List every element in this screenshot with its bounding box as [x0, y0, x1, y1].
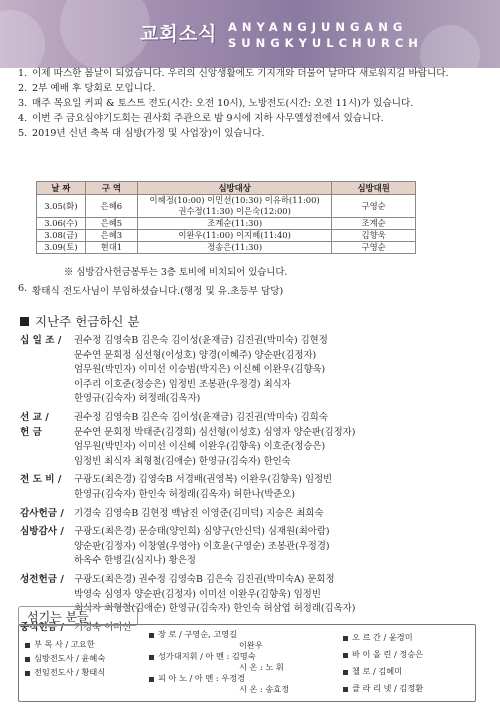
servers-heading: 섬기는 분들	[18, 606, 138, 626]
offering-category: 전 도 비 / 구광도(최은경) 김영숙B 서경배(권영복) 이완우(김향욱) 임정빈 한영규(김숙자) 한인숙 허정래(김옥자) 허한나(박준오)	[20, 474, 333, 500]
offering-category: 감사헌금 / 기경숙 김영숙B 김현정 백남진 이영준(김미덕) 지승은 최희숙	[20, 507, 324, 519]
offering-category: 선 교 / 권수정 김영숙B 김은숙 김이성(윤재금) 김진권(박미숙) 김희숙	[20, 411, 328, 423]
banner-decoration	[420, 25, 480, 68]
page-title: 교회소식	[140, 23, 218, 45]
servers-col-pastors: 부 목 사 / 고요한 심방전도사 / 윤혜숙 전임전도사 / 황태식	[25, 637, 105, 679]
news-item: 6. 황태식 전도사님이 부임하셨습니다.(행정 및 유.초등부 담당)	[18, 283, 284, 297]
header-banner	[0, 0, 500, 68]
bullet-icon	[149, 655, 154, 660]
bullet-icon	[343, 636, 348, 641]
news-item: 4. 이번 주 금요심야기도회는 권사회 주관으로 밤 9시에 지하 사무엘성전에서 있습니다.	[18, 113, 384, 124]
bullet-icon	[343, 653, 348, 658]
visit-schedule-table	[36, 181, 416, 254]
news-item: 3. 매주 목요일 커피 & 토스트 전도(시간: 오전 10시), 노방전도(시간: 오전 11시)가 있습니다.	[18, 98, 414, 109]
news-list	[18, 66, 480, 141]
news-item: 2. 2부 예배 후 당회로 모입니다.	[18, 83, 156, 94]
bullet-icon	[25, 643, 30, 648]
news-item: 1. 이제 따스한 봄날이 되었습니다. 우리의 신앙생활에도 기지개와 더불어 날마다 새로워지길 바랍니다.	[18, 68, 449, 79]
square-bullet-icon	[20, 317, 29, 326]
banner-decoration	[0, 10, 45, 68]
offering-category: 중식헌금 / 기경숙 이미선	[20, 621, 132, 633]
offering-category: 심방감사 / 구광도(최은경) 문승태(양인희) 심양구(안신덕) 심재원(최아람) 양순판(김정자) 이창열(우영아) 이호윤(구영순) 조봉관(우정경) 하옥수 한병길(심지나) 황은정	[20, 526, 330, 567]
bullet-icon	[149, 633, 154, 638]
offering-category: 성전헌금 / 구광도(최은경) 권수정 김영숙B 김은숙 김진권(박미숙A) 문회정 박영숙 심영자 양순판(김정자) 이미선 이완우(김향욱) 임정빈 최식자 최형철(김애순) 한영규(김숙자) 한인숙 허삼엽 허정래(김옥자)	[20, 573, 356, 615]
offering-category: 헌 금 문수연 문회정 박태준(김경희) 심선형(이성호) 심영자 양순판(김정자) 엄무원(박민자) 이미선 이신혜 이완우(김향욱) 이호준(정승은) 임정빈 최식자 최형철(김애순) 한영규(김숙자) 한인숙	[20, 426, 356, 467]
col-header-area: 구 역	[85, 182, 137, 195]
offering-category: 십 일 조 / 권수정 김영숙B 김은숙 김이성(윤재금) 김진권(박미숙) 김현정 문수연 문회정 심선형(이성호) 양경(이혜주) 양순판(김정자) 엄무원(박민자) 이미선 이승범(박지은) 이신혜 이완우(김향욱) 이주리 이호준(정승은) 임정빈 조봉관(우정경) 최식자 한영규(김숙자) 허정래(김옥자)	[20, 335, 328, 405]
table-header-row	[37, 182, 416, 195]
col-header-date: 날 짜	[37, 182, 86, 195]
banner-decoration	[60, 0, 150, 68]
table-row: 3.09(토) 현대1 정송은(11:30) 구영순	[37, 242, 416, 254]
bullet-icon	[343, 687, 348, 692]
col-header-target: 심방대상	[138, 182, 332, 195]
table-row: 3.05(화) 은혜6 이혜정(10:00) 이민선(10:30) 이유하(11:00) 권수정(11:30) 이은숙(12:00) 구영순	[37, 195, 416, 218]
church-name-line1: ANYANGJUNGANG	[228, 20, 408, 34]
news-item: 5. 2019년 신년 축복 대 심방(가정 및 사업장)이 있습니다.	[18, 128, 265, 139]
bullet-icon	[343, 670, 348, 675]
bullet-icon	[25, 657, 30, 662]
servers-col-elders: 장 로 / 구영순, 고영길 이완우 성가대지휘 / 아 멘 : 김명숙 시 온 : 노 휘 피 아 노 / 아 멘 : 우정경 시 온 : 송효정	[149, 629, 289, 695]
schedule-note: ※ 심방감사헌금봉투는 3층 토비에 비치되어 있습니다.	[64, 267, 288, 278]
col-header-team: 심방대원	[332, 182, 416, 195]
offerings-heading: 지난주 헌금하신 분	[20, 312, 140, 330]
church-name-line2: SUNGKYULCHURCH	[228, 36, 423, 50]
table-row: 3.08(금) 은혜3 이완우(11:00) 이지혜(11:40) 김향욱	[37, 230, 416, 242]
servers-col-musicians: 오 르 간 / 윤경미 바 이 올 린 / 정승은 첼 로 / 김혜미 클 라 리 넷 / 김정환	[343, 629, 423, 697]
offerings-list	[20, 334, 490, 635]
bullet-icon	[149, 677, 154, 682]
bullet-icon	[25, 671, 30, 676]
servers-box	[18, 624, 476, 702]
table-row: 3.06(수) 은혜5 조계순(11:30) 조계순	[37, 218, 416, 230]
